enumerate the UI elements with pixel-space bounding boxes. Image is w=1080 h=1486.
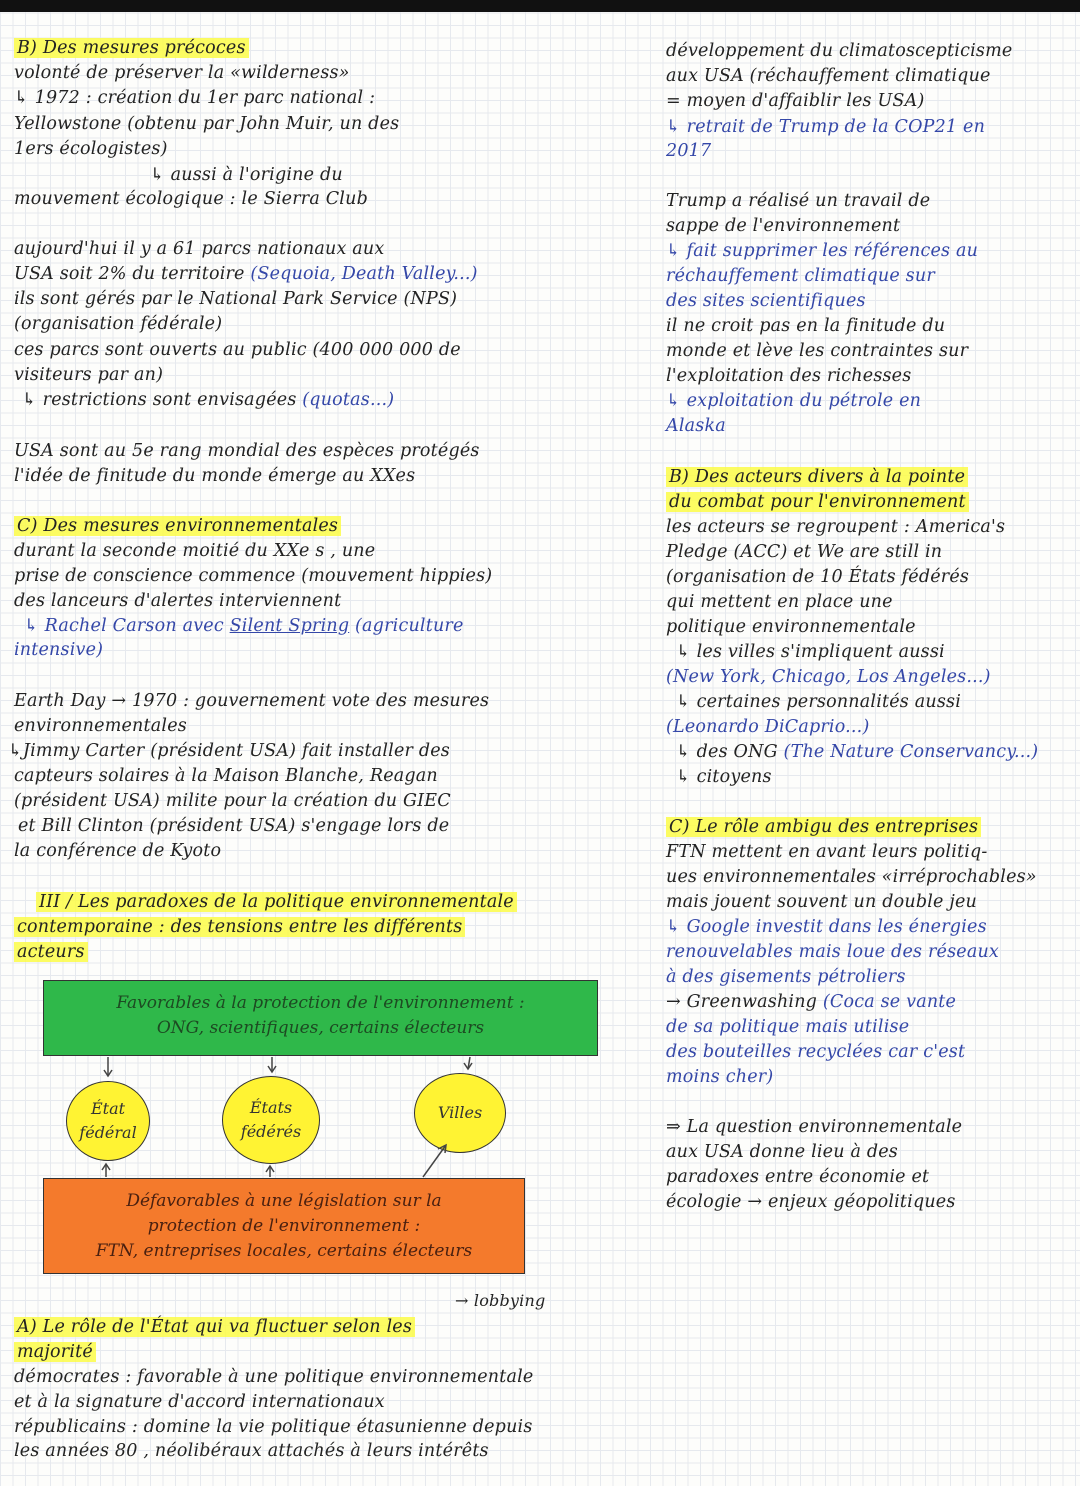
text-line: ↳ les villes s'impliquent aussi — [676, 642, 945, 662]
text-line: USA sont au 5e rang mondial des espèces protégés — [14, 441, 480, 461]
text-line: Pledge (ACC) et We are still in — [666, 542, 943, 562]
text-line: Trump a réalisé un travail de — [666, 191, 931, 211]
text-line: ↳ Google investit dans les énergies — [666, 917, 987, 937]
text-line: ces parcs sont ouverts au public (400 000 000 de — [14, 340, 461, 360]
section-a-title-line2: majorité — [14, 1341, 96, 1363]
text-line: ↳ certaines personnalités aussi — [676, 692, 961, 712]
right-section-b-title: B) Des acteurs divers à la pointe — [666, 466, 968, 488]
circle-etats-federes: États fédérés — [222, 1076, 320, 1164]
text-line: développement du climatoscepticisme — [666, 41, 1013, 61]
text-line: FTN mettent en avant leurs politiq- — [666, 842, 988, 862]
text-line: (président USA) milite pour la création du GIEC — [14, 791, 451, 811]
conclusion-line: écologie → enjeux géopolitiques — [666, 1192, 956, 1212]
circle-etat-federal: État fédéral — [66, 1081, 150, 1161]
text-line: l'idée de finitude du monde émerge au XXes — [14, 466, 416, 486]
text-line: (organisation de 10 États fédérés — [666, 567, 970, 587]
section-b-title: B) Des mesures précoces — [14, 37, 249, 59]
unfavorable-box-line3: FTN, entreprises locales, certains électeurs — [95, 1241, 473, 1261]
part-iii-title-line3: acteurs — [14, 941, 88, 963]
right-section-c-title: C) Le rôle ambigu des entreprises — [666, 816, 981, 838]
unfavorable-box-line2: protection de l'environnement : — [147, 1216, 421, 1236]
conclusion-line: paradoxes entre économie et — [666, 1167, 930, 1187]
text-line: monde et lève les contraintes sur — [666, 341, 969, 361]
section-c-title: C) Des mesures environnementales — [14, 515, 341, 537]
text-line: ↳ restrictions sont envisagées (quotas...) — [22, 390, 395, 410]
text-line: = moyen d'affaiblir les USA) — [666, 91, 925, 111]
text-line: ↳ 1972 : création du 1er parc national : — [14, 88, 376, 108]
text-line: 1ers écologistes) — [14, 139, 168, 159]
text-line: durant la seconde moitié du XXe s , une — [14, 541, 376, 561]
text-line: des sites scientifiques — [666, 291, 866, 311]
text-line: Yellowstone (obtenu par John Muir, un des — [14, 114, 400, 134]
text-line: il ne croit pas en la finitude du — [666, 316, 946, 336]
text-line: et à la signature d'accord internationaux — [14, 1392, 385, 1412]
text-line: environnementales — [14, 716, 187, 736]
conclusion-line: ⇒ La question environnementale — [666, 1117, 963, 1137]
text-line: les acteurs se regroupent : America's — [666, 517, 1006, 537]
text-line: et Bill Clinton (président USA) s'engage lors de — [18, 816, 450, 836]
text-line: intensive) — [14, 640, 104, 660]
text-line: mais jouent souvent un double jeu — [666, 892, 978, 912]
unfavorable-box-line1: Défavorables à une législation sur la — [126, 1191, 442, 1211]
text-line: à des gisements pétroliers — [666, 967, 906, 987]
right-section-b-title-line2: du combat pour l'environnement — [666, 491, 969, 513]
text-line: capteurs solaires à la Maison Blanche, Reagan — [14, 766, 438, 786]
favorable-box-line2: ONG, scientifiques, certains électeurs — [156, 1018, 485, 1038]
text-line: mouvement écologique : le Sierra Club — [14, 189, 368, 209]
text-line: visiteurs par an) — [14, 365, 164, 385]
text-line: renouvelables mais loue des réseaux — [666, 942, 999, 962]
circle-villes: Villes — [414, 1073, 506, 1153]
text-line: volonté de préserver la «wilderness» — [14, 63, 350, 83]
favorable-box-line1: Favorables à la protection de l'environnement : — [116, 993, 525, 1013]
text-line: les années 80 , néolibéraux attachés à leurs intérêts — [14, 1441, 489, 1461]
text-line: l'exploitation des richesses — [666, 366, 912, 386]
section-a-title: A) Le rôle de l'État qui va fluctuer selon les — [14, 1316, 415, 1338]
text-line: ↳ Rachel Carson avec Silent Spring (agriculture — [24, 616, 464, 636]
text-line: Alaska — [666, 416, 726, 436]
text-line: la conférence de Kyoto — [14, 841, 222, 861]
text-line: → Greenwashing (Coca se vante — [666, 992, 957, 1012]
text-line: 2017 — [666, 141, 712, 161]
text-line: ↳ exploitation du pétrole en — [666, 391, 922, 411]
text-line: (Leonardo DiCaprio...) — [666, 717, 870, 737]
text-line: qui mettent en place une — [666, 592, 893, 612]
text-line: moins cher) — [666, 1067, 774, 1087]
text-line: prise de conscience commence (mouvement hippies) — [14, 566, 493, 586]
text-line: ↳ fait supprimer les références au — [666, 241, 979, 261]
text-line: démocrates : favorable à une politique environnementale — [14, 1367, 534, 1387]
text-line: de sa politique mais utilise — [666, 1017, 910, 1037]
text-line: ↳Jimmy Carter (président USA) fait installer des — [8, 741, 450, 761]
text-line: réchauffement climatique sur — [666, 266, 935, 286]
text-line: aux USA (réchauffement climatique — [666, 66, 991, 86]
conclusion-line: aux USA donne lieu à des — [666, 1142, 898, 1162]
text-line: USA soit 2% du territoire (Sequoia, Death Valley...) — [14, 264, 478, 284]
text-line: politique environnementale — [666, 617, 916, 637]
text-line: des lanceurs d'alertes interviennent — [14, 591, 342, 611]
lobbying-label: → lobbying — [455, 1291, 546, 1310]
text-line: ↳ aussi à l'origine du — [150, 165, 343, 185]
text-line: des bouteilles recyclées car c'est — [666, 1042, 966, 1062]
text-line: aujourd'hui il y a 61 parcs nationaux aux — [14, 239, 385, 259]
text-line: Earth Day → 1970 : gouvernement vote des mesures — [14, 691, 490, 711]
text-line: ues environnementales «irréprochables» — [666, 867, 1037, 887]
text-line: (New York, Chicago, Los Angeles...) — [666, 667, 991, 687]
text-line: sappe de l'environnement — [666, 216, 901, 236]
text-line: ils sont gérés par le National Park Service (NPS) — [14, 289, 458, 309]
text-line: (organisation fédérale) — [14, 314, 223, 334]
text-line: ↳ des ONG (The Nature Conservancy...) — [676, 742, 1039, 762]
text-line: ↳ retrait de Trump de la COP21 en — [666, 117, 986, 137]
part-iii-title-line2: contemporaine : des tensions entre les différents — [14, 916, 465, 938]
text-line: républicains : domine la vie politique étasunienne depuis — [14, 1417, 533, 1437]
text-line: ↳ citoyens — [676, 767, 772, 787]
part-iii-title: III / Les paradoxes de la politique environnementale — [36, 891, 517, 913]
